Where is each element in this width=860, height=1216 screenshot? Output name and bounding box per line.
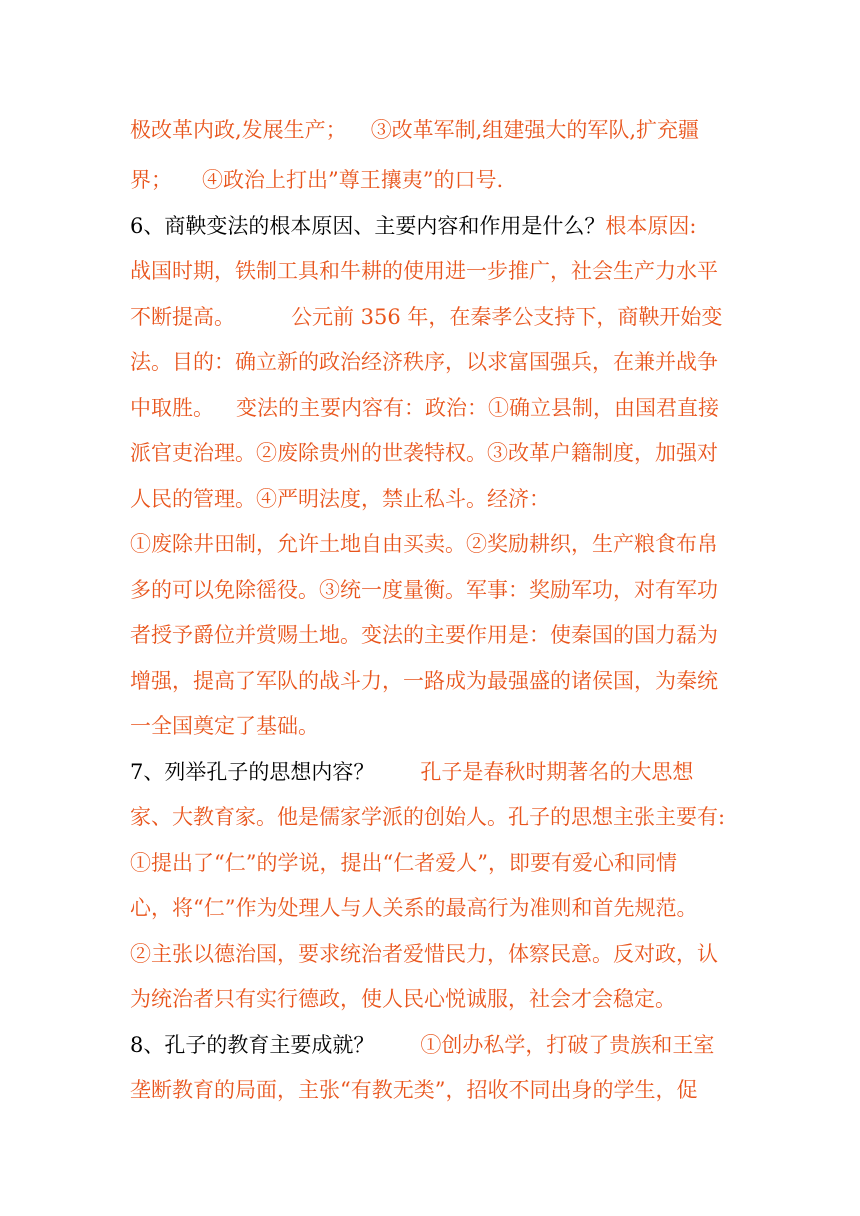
answer-text: 垄断教育的局面，主张“有教无类”，招收不同出身的学生，促 [130,1078,698,1102]
answer-text: 中取胜。 [130,395,214,420]
answer-text: 多的可以免除徭役。③统一度量衡。军事：奖励军功，对有军功 [130,577,718,602]
answer-text: 心，将“仁”作为处理人与人关系的最高行为准则和首先规范。 [130,896,698,920]
answer-text: ①提出了“仁”的学说，提出“仁者爱人”，即要有爱心和同情 [130,850,677,875]
question-text: 8、孔子的教育主要成就？ [130,1032,375,1057]
text-line [130,1023,730,1069]
answer-text: 派官吏治理。②废除贵州的世袭特权。③改革户籍制度，加强对 [130,441,718,465]
answer-text: 法。目的：确立新的政治经济秩序，以求富国强兵，在兼并战争 [130,350,718,374]
answer-text: 不断提高。 [130,304,235,329]
text-line [130,704,730,750]
answer-text: ②主张以德治国，要求统治者爱惜民力，体察民意。反对政，认 [130,941,718,966]
text-line [130,386,730,432]
text-line [130,340,730,386]
text-line [130,613,730,659]
question-text: 6、商鞅变法的根本原因、主要内容和作用是什么？ [130,213,606,238]
answer-text: ①创办私学，打破了贵族和王室 [420,1032,715,1057]
answer-text: 根本原因: [605,213,697,238]
text-line [130,886,730,932]
answer-text: 孔子是春秋时期著名的大思想 [420,759,694,784]
text-line [130,154,730,204]
text-line [130,977,730,1023]
answer-text: 家、大教育家。他是儒家学派的创始人。孔子的思想主张主要有: [130,805,726,829]
answer-text: 者授予爵位并赏赐土地。变法的主要作用是：使秦国的国力磊为 [130,623,718,647]
text-line [130,108,730,154]
answer-text: 极改革内政,发展生产； [130,118,347,142]
text-line [130,522,730,568]
text-line [130,295,730,341]
answer-text: ④政治上打出”尊王攘夷”的口号. [202,167,504,192]
answer-text: 为统治者只有实行德政，使人民心悦诚服，社会才会稳定。 [130,987,676,1011]
text-line [130,932,730,978]
text-line [130,750,730,796]
text-line [130,204,730,250]
text-line [130,568,730,614]
answer-text: 界； [130,167,172,192]
question-text: 7、列举孔子的思想内容？ [130,759,375,784]
answer-text: 战国时期，铁制工具和牛耕的使用进一步推广，社会生产力水平 [130,259,718,283]
answer-text: 公元前 356 年，在秦孝公支持下，商鞅开始变 [291,304,723,329]
answer-text: ③改革军制,组建强大的军队,扩充疆 [370,118,700,142]
document-body [130,108,730,1114]
answer-text: 人民的管理。④严明法度，禁止私斗。经济： [130,486,550,511]
text-line [130,659,730,705]
text-line [130,249,730,295]
answer-text: 变法的主要内容有：政治：①确立县制，由国君直接 [236,395,719,420]
text-line [130,795,730,841]
text-line [130,841,730,887]
answer-text: ①废除井田制，允许土地自由买卖。②奖励耕织，生产粮食布帛 [130,532,718,556]
answer-text: 一全国奠定了基础。 [130,714,319,738]
answer-text: 增强，提高了军队的战斗力，一路成为最强盛的诸侯国，为秦统 [130,668,718,693]
text-line [130,477,730,523]
text-line [130,1068,730,1114]
text-line [130,431,730,477]
